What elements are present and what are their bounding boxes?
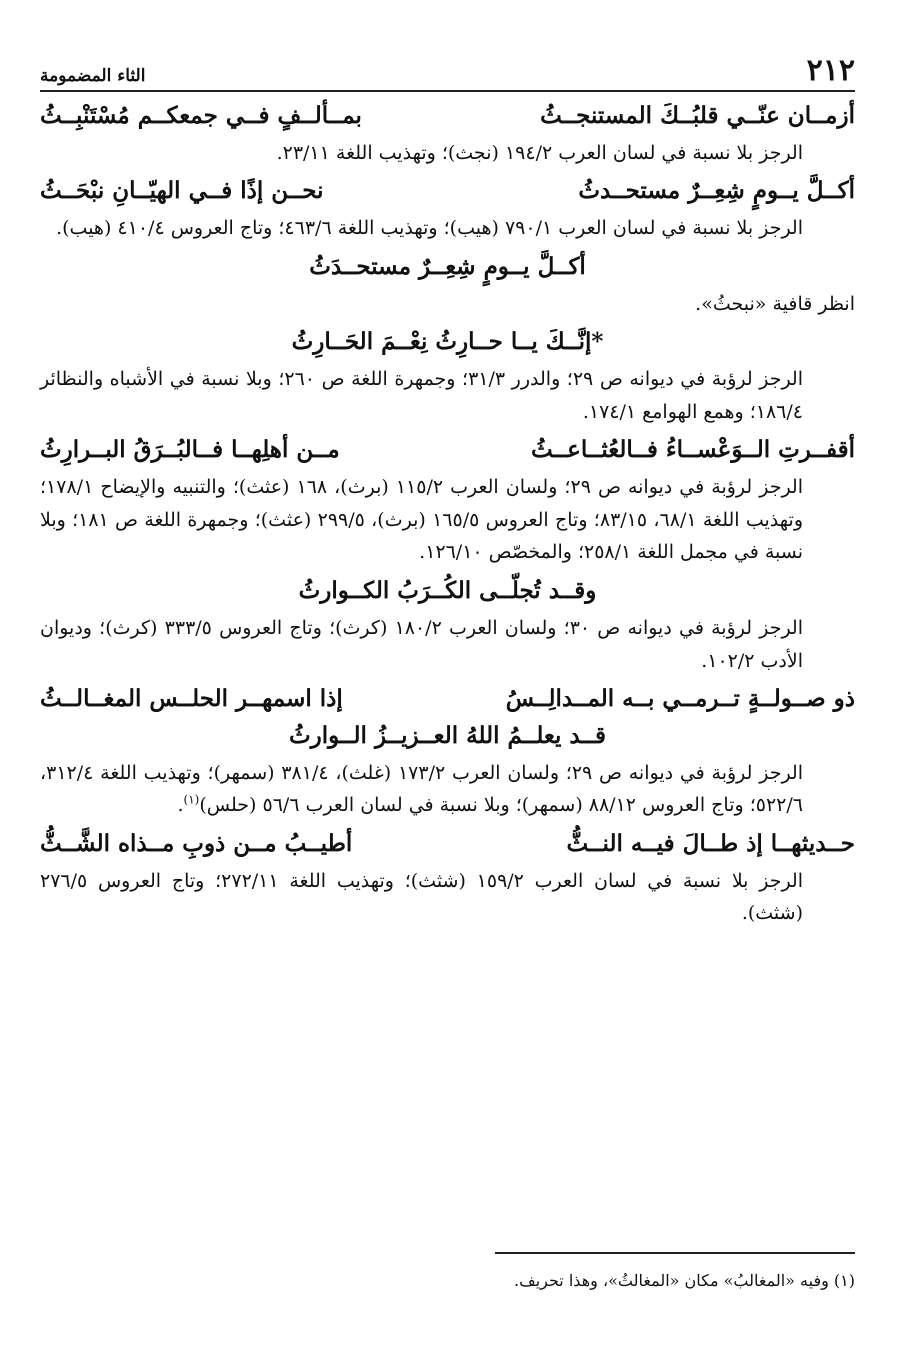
- verse-line: [40, 253, 855, 282]
- footnote-marker: (١): [183, 793, 200, 808]
- verse-first-hemistich: ذو صــولــةٍ تــرمــي بــه المــدالِــسُ: [505, 685, 855, 713]
- verse-second-hemistich: بمــألــفٍ فــي جمعكــم مُسْتَنْبِــثُ: [40, 102, 362, 129]
- page-number: ٢١٢: [806, 53, 855, 88]
- reference-paragraph: الرجز لرؤبة في ديوانه ص ٣٠؛ ولسان العرب ١٨٠/٢ (كرث)؛ وتاج العروس ٣٣٣/٥ (كرث)؛ وديوان الأدب ١٠٢/٢.: [40, 616, 803, 672]
- footnote-divider: [495, 1252, 855, 1254]
- verse-single: قــد يعلــمُ اللهُ العــزيــزُ الــوارثُ: [289, 721, 606, 749]
- reference-paragraph: الرجز بلا نسبة في لسان العرب ١٥٩/٢ (شثث)؛ وتهذيب اللغة ٢٧٢/١١؛ وتاج العروس ٢٧٦/٥ (شثث).: [40, 869, 803, 925]
- reference-paragraph: الرجز بلا نسبة في لسان العرب ١٩٤/٢ (نجث)؛ وتهذيب اللغة ٢٣/١١.: [276, 141, 803, 164]
- book-page: [40, 40, 855, 1330]
- reference-paragraph: الرجز بلا نسبة في لسان العرب ٧٩٠/١ (هيب)؛ وتهذيب اللغة ٤٦٣/٦؛ وتاج العروس ٤١٠/٤ (هيب).: [56, 217, 803, 240]
- verse-line: [40, 436, 855, 465]
- verse-line: [40, 722, 855, 751]
- reference-paragraph: انظر قافية «نبحثُ».: [695, 292, 855, 315]
- reference-end: .: [177, 794, 184, 817]
- verse-first-hemistich: أكــلَّ يــومٍ شِعِــرٌ مستحــدثُ: [578, 177, 855, 205]
- verse-single: وقــد تُجلّــى الكُــرَبُ الكــوارثُ: [298, 577, 597, 605]
- reference-text: الرجز لرؤبة في ديوانه ص ٢٩؛ ولسان العرب ١٧٣/٢ (غلث)، ٣٨١/٤ (سمهر)؛ وتهذيب اللغة ٣١٢/٤، ٥٢٢/٦؛ وتاج العروس ٨٨/١٢ (سمهر)؛ وبلا نسبة في لسان العرب ٥٦/٦ (حلس): [40, 761, 804, 817]
- page-header: [40, 40, 855, 92]
- verse-single: *إنَّــكَ يــا حــارِثُ نِعْــمَ الحَــارِثُ: [291, 328, 604, 356]
- verse-first-hemistich: حــديثهــا إذ طــالَ فيــه النــثُّ: [566, 830, 855, 858]
- reference-paragraph: الرجز لرؤبة في ديوانه ص ٢٩؛ والدرر ٣١/٣؛ وجمهرة اللغة ص ٢٦٠؛ وبلا نسبة في الأشباه والنظائر ١٨٦/٤؛ وهمع الهوامع ١٧٤/١.: [40, 368, 803, 423]
- verse-second-hemistich: إذا اسمهــر الحلــس المغــالــثُ: [40, 685, 343, 713]
- verse-line: [40, 102, 855, 131]
- verse-first-hemistich: أزمــان عنّــي قلبُــكَ المستنجــثُ: [540, 102, 855, 129]
- verse-single: أكــلَّ يــومٍ شِعِــرٌ مستحــدَثُ: [309, 252, 586, 280]
- verse-line: [40, 328, 855, 357]
- verse-line: [40, 685, 855, 714]
- running-head: الثاء المضمومة: [40, 66, 146, 86]
- verse-second-hemistich: نحــن إذًا فــي الهيّــانِ نبْحَــثُ: [40, 177, 324, 205]
- verse-line: [40, 830, 855, 859]
- verse-second-hemistich: أطيــبُ مــن ذوبِ مــذاه الشَّــثُّ: [40, 830, 353, 858]
- reference-paragraph: الرجز لرؤبة في ديوانه ص ٢٩؛ ولسان العرب ١١٥/٢ (برث)، ١٦٨ (عثث)؛ والتنبيه والإيضاح ١٧٨/١؛ وتهذيب اللغة ٦٨/١، ٨٣/١٥؛ وتاج العروس ١٦٥/٥ (برث)، ٢٩٩/٥ (عثث)؛ وجمهرة اللغة ص ١٨١؛ وبلا نسبة في مجمل اللغة ٢٥٨/١؛ والمخصّص ١٢٦/١٠.: [40, 476, 804, 564]
- reference-paragraph: [40, 757, 855, 822]
- verse-first-hemistich: أقفــرتِ الــوَعْســاءُ فــالعُثــاعــثُ: [531, 436, 855, 464]
- verse-second-hemistich: مــن أهلِهــا فــالبُــرَقُ البــرارِثُ: [40, 436, 340, 464]
- verse-line: [40, 577, 855, 606]
- footnote: (١) وفيه «المغالبُ» مكان «المغالثُ»، وهذا تحريف.: [514, 1271, 855, 1290]
- verse-line: [40, 177, 855, 206]
